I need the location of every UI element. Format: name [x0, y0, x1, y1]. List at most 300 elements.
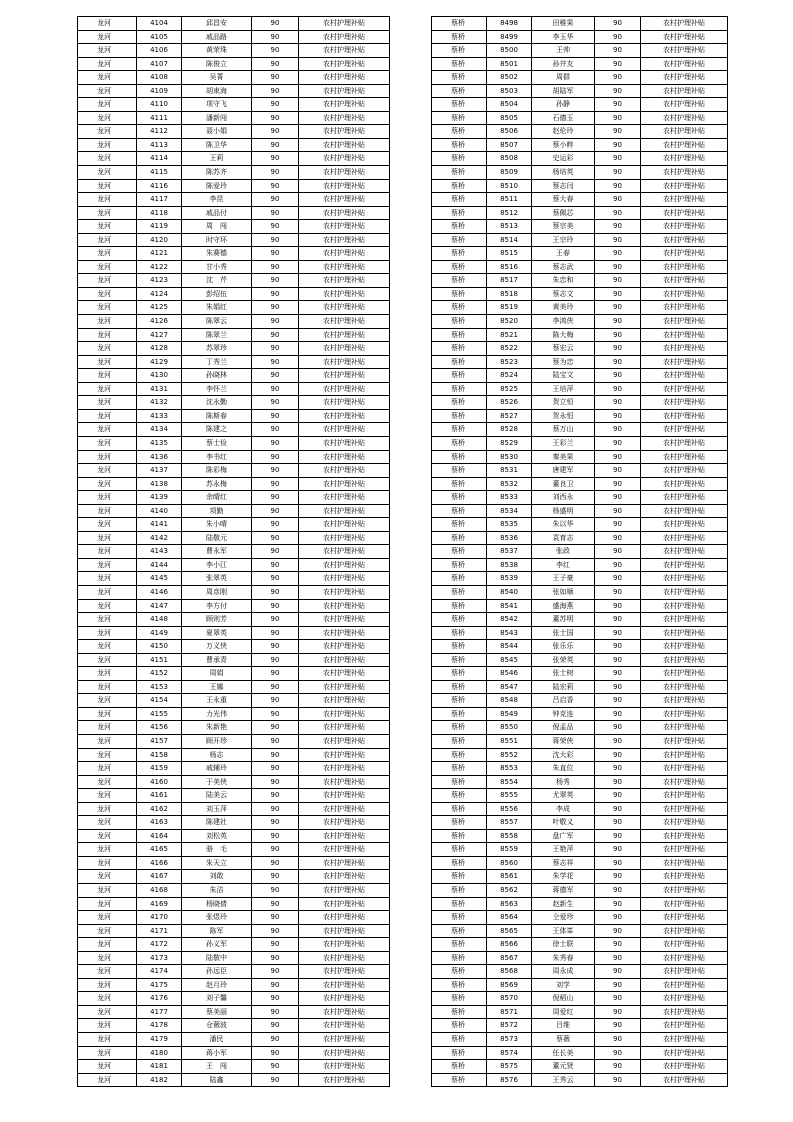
table-row	[432, 423, 728, 437]
serial-cell: 8518	[487, 287, 532, 301]
town-cell: 龙河	[78, 965, 137, 979]
amount-cell: 90	[595, 193, 641, 207]
type-cell: 农村护理补贴	[299, 1073, 390, 1087]
table-row	[432, 856, 728, 870]
serial-cell: 8541	[487, 599, 532, 613]
town-cell: 龙河	[78, 193, 137, 207]
amount-cell: 90	[595, 843, 641, 857]
town-cell: 蔡桥	[432, 938, 487, 952]
table-row	[432, 369, 728, 383]
town-cell: 龙河	[78, 220, 137, 234]
town-cell: 蔡桥	[432, 734, 487, 748]
serial-cell: 8524	[487, 369, 532, 383]
table-row	[432, 748, 728, 762]
table-row	[78, 531, 390, 545]
type-cell: 农村护理补贴	[641, 193, 728, 207]
amount-cell: 90	[595, 856, 641, 870]
name-cell: 彭绍伍	[182, 287, 252, 301]
amount-cell: 90	[252, 342, 299, 356]
amount-cell: 90	[252, 71, 299, 85]
amount-cell: 90	[252, 531, 299, 545]
town-cell: 蔡桥	[432, 17, 487, 31]
type-cell: 农村护理补贴	[641, 44, 728, 58]
name-cell: 蔡为忠	[532, 355, 595, 369]
serial-cell: 4159	[137, 762, 182, 776]
serial-cell: 8575	[487, 1060, 532, 1074]
town-cell: 蔡桥	[432, 57, 487, 71]
table-row	[432, 436, 728, 450]
serial-cell: 8521	[487, 328, 532, 342]
name-cell: 陈斯春	[182, 409, 252, 423]
name-cell: 李鸿侠	[532, 315, 595, 329]
type-cell: 农村护理补贴	[641, 355, 728, 369]
amount-cell: 90	[252, 1005, 299, 1019]
serial-cell: 4121	[137, 247, 182, 261]
town-cell: 蔡桥	[432, 98, 487, 112]
serial-cell: 4107	[137, 57, 182, 71]
name-cell: 陆敬中	[182, 951, 252, 965]
name-cell: 朱洁	[182, 884, 252, 898]
town-cell: 龙河	[78, 1073, 137, 1087]
amount-cell: 90	[595, 748, 641, 762]
name-cell: 李红	[532, 558, 595, 572]
town-cell: 龙河	[78, 531, 137, 545]
type-cell: 农村护理补贴	[299, 98, 390, 112]
amount-cell: 90	[595, 260, 641, 274]
town-cell: 蔡桥	[432, 138, 487, 152]
type-cell: 农村护理补贴	[299, 599, 390, 613]
serial-cell: 4114	[137, 152, 182, 166]
serial-cell: 4132	[137, 396, 182, 410]
table-row	[432, 342, 728, 356]
serial-cell: 4154	[137, 694, 182, 708]
serial-cell: 8564	[487, 911, 532, 925]
table-row	[78, 585, 390, 599]
type-cell: 农村护理补贴	[299, 545, 390, 559]
type-cell: 农村护理补贴	[641, 71, 728, 85]
amount-cell: 90	[595, 572, 641, 586]
name-cell: 潘民	[182, 1033, 252, 1047]
serial-cell: 4123	[137, 274, 182, 288]
amount-cell: 90	[595, 247, 641, 261]
type-cell: 农村护理补贴	[641, 951, 728, 965]
amount-cell: 90	[252, 924, 299, 938]
name-cell: 刘松英	[182, 829, 252, 843]
name-cell: 吕启香	[532, 694, 595, 708]
serial-cell: 8532	[487, 477, 532, 491]
serial-cell: 8499	[487, 30, 532, 44]
name-cell: 周 闯	[182, 220, 252, 234]
amount-cell: 90	[252, 653, 299, 667]
amount-cell: 90	[595, 287, 641, 301]
amount-cell: 90	[252, 775, 299, 789]
name-cell: 朱以华	[532, 518, 595, 532]
serial-cell: 4117	[137, 193, 182, 207]
name-cell: 仝爱珍	[532, 911, 595, 925]
serial-cell: 8525	[487, 382, 532, 396]
name-cell: 陆敬元	[182, 531, 252, 545]
serial-cell: 4170	[137, 911, 182, 925]
town-cell: 龙河	[78, 694, 137, 708]
table-row	[432, 450, 728, 464]
table-row	[432, 71, 728, 85]
town-cell: 蔡桥	[432, 1019, 487, 1033]
type-cell: 农村护理补贴	[299, 152, 390, 166]
serial-cell: 8523	[487, 355, 532, 369]
amount-cell: 90	[252, 179, 299, 193]
type-cell: 农村护理补贴	[641, 884, 728, 898]
town-cell: 龙河	[78, 491, 137, 505]
serial-cell: 8558	[487, 829, 532, 843]
type-cell: 农村护理补贴	[299, 328, 390, 342]
town-cell: 蔡桥	[432, 911, 487, 925]
name-cell: 唐建军	[532, 464, 595, 478]
table-row	[78, 423, 390, 437]
serial-cell: 8515	[487, 247, 532, 261]
town-cell: 龙河	[78, 911, 137, 925]
name-cell: 沈 芹	[182, 274, 252, 288]
table-row	[432, 152, 728, 166]
type-cell: 农村护理补贴	[641, 856, 728, 870]
table-row	[78, 57, 390, 71]
serial-cell: 4138	[137, 477, 182, 491]
table-row	[432, 572, 728, 586]
amount-cell: 90	[595, 734, 641, 748]
type-cell: 农村护理补贴	[641, 274, 728, 288]
serial-cell: 4144	[137, 558, 182, 572]
serial-cell: 8500	[487, 44, 532, 58]
town-cell: 龙河	[78, 843, 137, 857]
table-row	[78, 84, 390, 98]
type-cell: 农村护理补贴	[641, 423, 728, 437]
amount-cell: 90	[595, 57, 641, 71]
serial-cell: 8546	[487, 667, 532, 681]
serial-cell: 8517	[487, 274, 532, 288]
town-cell: 蔡桥	[432, 409, 487, 423]
type-cell: 农村护理补贴	[299, 287, 390, 301]
type-cell: 农村护理补贴	[641, 111, 728, 125]
table-row	[432, 1060, 728, 1074]
name-cell: 陆鑫	[182, 1073, 252, 1087]
serial-cell: 4139	[137, 491, 182, 505]
name-cell: 聂小娟	[182, 125, 252, 139]
name-cell: 赵伦玲	[532, 125, 595, 139]
amount-cell: 90	[595, 436, 641, 450]
serial-cell: 8512	[487, 206, 532, 220]
type-cell: 农村护理补贴	[299, 829, 390, 843]
amount-cell: 90	[595, 965, 641, 979]
type-cell: 农村护理补贴	[299, 1060, 390, 1074]
name-cell: 吴菁	[182, 71, 252, 85]
town-cell: 龙河	[78, 125, 137, 139]
town-cell: 龙河	[78, 98, 137, 112]
name-cell: 王子豪	[532, 572, 595, 586]
table-row	[432, 734, 728, 748]
name-cell: 曹永军	[182, 545, 252, 559]
table-row	[432, 775, 728, 789]
name-cell: 蔡志武	[532, 260, 595, 274]
table-row	[432, 680, 728, 694]
serial-cell: 8560	[487, 856, 532, 870]
town-cell: 蔡桥	[432, 328, 487, 342]
table-row	[78, 491, 390, 505]
name-cell: 朱直位	[532, 762, 595, 776]
amount-cell: 90	[252, 274, 299, 288]
type-cell: 农村护理补贴	[299, 938, 390, 952]
serial-cell: 4118	[137, 206, 182, 220]
table-row	[432, 328, 728, 342]
name-cell: 王永重	[182, 694, 252, 708]
type-cell: 农村护理补贴	[641, 30, 728, 44]
serial-cell: 4127	[137, 328, 182, 342]
town-cell: 龙河	[78, 30, 137, 44]
amount-cell: 90	[252, 978, 299, 992]
table-row	[432, 911, 728, 925]
amount-cell: 90	[252, 613, 299, 627]
type-cell: 农村护理补贴	[641, 924, 728, 938]
type-cell: 农村护理补贴	[641, 260, 728, 274]
town-cell: 龙河	[78, 667, 137, 681]
town-cell: 龙河	[78, 748, 137, 762]
town-cell: 龙河	[78, 450, 137, 464]
table-row	[78, 626, 390, 640]
serial-cell: 8501	[487, 57, 532, 71]
type-cell: 农村护理补贴	[641, 315, 728, 329]
name-cell: 贺立恒	[532, 396, 595, 410]
table-row	[78, 748, 390, 762]
serial-cell: 4168	[137, 884, 182, 898]
town-cell: 蔡桥	[432, 450, 487, 464]
type-cell: 农村护理补贴	[641, 762, 728, 776]
serial-cell: 4152	[137, 667, 182, 681]
name-cell: 刘西永	[532, 491, 595, 505]
town-cell: 蔡桥	[432, 152, 487, 166]
name-cell: 邱昌安	[182, 17, 252, 31]
type-cell: 农村护理补贴	[641, 748, 728, 762]
amount-cell: 90	[252, 247, 299, 261]
name-cell: 孙远臣	[182, 965, 252, 979]
name-cell: 张如顺	[532, 585, 595, 599]
serial-cell: 4149	[137, 626, 182, 640]
name-cell: 李书红	[182, 450, 252, 464]
town-cell: 龙河	[78, 409, 137, 423]
town-cell: 蔡桥	[432, 613, 487, 627]
town-cell: 蔡桥	[432, 233, 487, 247]
amount-cell: 90	[252, 667, 299, 681]
amount-cell: 90	[252, 572, 299, 586]
type-cell: 农村护理补贴	[641, 450, 728, 464]
type-cell: 农村护理补贴	[641, 125, 728, 139]
table-row	[432, 301, 728, 315]
amount-cell: 90	[252, 436, 299, 450]
amount-cell: 90	[252, 233, 299, 247]
type-cell: 农村护理补贴	[641, 829, 728, 843]
serial-cell: 4169	[137, 897, 182, 911]
serial-cell: 4162	[137, 802, 182, 816]
table-row	[78, 342, 390, 356]
table-row	[432, 206, 728, 220]
type-cell: 农村护理补贴	[299, 464, 390, 478]
serial-cell: 4178	[137, 1019, 182, 1033]
amount-cell: 90	[252, 166, 299, 180]
amount-cell: 90	[252, 897, 299, 911]
town-cell: 龙河	[78, 829, 137, 843]
serial-cell: 8551	[487, 734, 532, 748]
town-cell: 蔡桥	[432, 125, 487, 139]
name-cell: 张乐乐	[532, 640, 595, 654]
amount-cell: 90	[252, 694, 299, 708]
type-cell: 农村护理补贴	[299, 653, 390, 667]
town-cell: 蔡桥	[432, 978, 487, 992]
type-cell: 农村护理补贴	[641, 98, 728, 112]
serial-cell: 4119	[137, 220, 182, 234]
serial-cell: 8511	[487, 193, 532, 207]
name-cell: 蒋荣侠	[532, 734, 595, 748]
amount-cell: 90	[595, 342, 641, 356]
serial-cell: 8513	[487, 220, 532, 234]
type-cell: 农村护理补贴	[299, 734, 390, 748]
amount-cell: 90	[595, 355, 641, 369]
type-cell: 农村护理补贴	[641, 518, 728, 532]
name-cell: 陈翠云	[182, 315, 252, 329]
town-cell: 蔡桥	[432, 884, 487, 898]
amount-cell: 90	[252, 992, 299, 1006]
serial-cell: 8561	[487, 870, 532, 884]
amount-cell: 90	[252, 911, 299, 925]
amount-cell: 90	[252, 734, 299, 748]
serial-cell: 8547	[487, 680, 532, 694]
amount-cell: 90	[595, 978, 641, 992]
type-cell: 农村护理补贴	[299, 382, 390, 396]
table-row	[432, 220, 728, 234]
serial-cell: 4111	[137, 111, 182, 125]
serial-cell: 4165	[137, 843, 182, 857]
name-cell: 仓薇波	[182, 1019, 252, 1033]
table-row	[432, 138, 728, 152]
amount-cell: 90	[252, 301, 299, 315]
type-cell: 农村护理补贴	[641, 57, 728, 71]
name-cell: 蔡志闫	[532, 179, 595, 193]
town-cell: 蔡桥	[432, 504, 487, 518]
type-cell: 农村护理补贴	[299, 667, 390, 681]
name-cell: 杨志	[182, 748, 252, 762]
name-cell: 蔡美丽	[182, 1005, 252, 1019]
amount-cell: 90	[595, 30, 641, 44]
town-cell: 蔡桥	[432, 667, 487, 681]
town-cell: 蔡桥	[432, 71, 487, 85]
amount-cell: 90	[595, 789, 641, 803]
name-cell: 贺永恒	[532, 409, 595, 423]
serial-cell: 8556	[487, 802, 532, 816]
amount-cell: 90	[252, 57, 299, 71]
town-cell: 蔡桥	[432, 856, 487, 870]
table-row	[432, 1005, 728, 1019]
amount-cell: 90	[595, 680, 641, 694]
type-cell: 农村护理补贴	[299, 450, 390, 464]
table-row	[78, 477, 390, 491]
town-cell: 龙河	[78, 84, 137, 98]
serial-cell: 4156	[137, 721, 182, 735]
serial-cell: 4164	[137, 829, 182, 843]
name-cell: 朱天立	[182, 856, 252, 870]
town-cell: 蔡桥	[432, 680, 487, 694]
table-row	[78, 1046, 390, 1060]
type-cell: 农村护理补贴	[299, 44, 390, 58]
amount-cell: 90	[252, 125, 299, 139]
town-cell: 蔡桥	[432, 545, 487, 559]
town-cell: 龙河	[78, 1060, 137, 1074]
amount-cell: 90	[252, 884, 299, 898]
name-cell: 胡束海	[182, 84, 252, 98]
serial-cell: 4171	[137, 924, 182, 938]
name-cell: 田稚果	[532, 17, 595, 31]
serial-cell: 4106	[137, 44, 182, 58]
serial-cell: 4115	[137, 166, 182, 180]
town-cell: 龙河	[78, 301, 137, 315]
serial-cell: 4142	[137, 531, 182, 545]
town-cell: 蔡桥	[432, 775, 487, 789]
type-cell: 农村护理补贴	[299, 572, 390, 586]
type-cell: 农村护理补贴	[641, 369, 728, 383]
name-cell: 沈大彩	[532, 748, 595, 762]
name-cell: 王体峯	[532, 924, 595, 938]
town-cell: 蔡桥	[432, 599, 487, 613]
type-cell: 农村护理补贴	[641, 328, 728, 342]
amount-cell: 90	[252, 193, 299, 207]
table-row	[78, 870, 390, 884]
name-cell: 陈爱玲	[182, 179, 252, 193]
town-cell: 龙河	[78, 856, 137, 870]
amount-cell: 90	[252, 260, 299, 274]
town-cell: 龙河	[78, 640, 137, 654]
name-cell: 蔡大春	[532, 193, 595, 207]
amount-cell: 90	[595, 870, 641, 884]
serial-cell: 4147	[137, 599, 182, 613]
town-cell: 蔡桥	[432, 707, 487, 721]
serial-cell: 8555	[487, 789, 532, 803]
serial-cell: 4145	[137, 572, 182, 586]
name-cell: 蔡小粹	[532, 138, 595, 152]
name-cell: 孙井友	[532, 57, 595, 71]
name-cell: 张翠英	[182, 572, 252, 586]
table-row	[432, 762, 728, 776]
serial-cell: 4153	[137, 680, 182, 694]
serial-cell: 8557	[487, 816, 532, 830]
town-cell: 龙河	[78, 1046, 137, 1060]
roster-table-right-body	[432, 17, 728, 1087]
town-cell: 龙河	[78, 436, 137, 450]
name-cell: 陈建之	[182, 423, 252, 437]
type-cell: 农村护理补贴	[299, 978, 390, 992]
serial-cell: 4160	[137, 775, 182, 789]
amount-cell: 90	[595, 328, 641, 342]
serial-cell: 4177	[137, 1005, 182, 1019]
town-cell: 蔡桥	[432, 1033, 487, 1047]
name-cell: 蔡志祥	[532, 856, 595, 870]
town-cell: 龙河	[78, 978, 137, 992]
type-cell: 农村护理补贴	[299, 585, 390, 599]
serial-cell: 8553	[487, 762, 532, 776]
amount-cell: 90	[595, 802, 641, 816]
table-row	[78, 653, 390, 667]
town-cell: 龙河	[78, 951, 137, 965]
table-row	[432, 491, 728, 505]
type-cell: 农村护理补贴	[641, 301, 728, 315]
amount-cell: 90	[595, 1060, 641, 1074]
serial-cell: 4120	[137, 233, 182, 247]
name-cell: 戚品路	[182, 30, 252, 44]
name-cell: 刘子馨	[182, 992, 252, 1006]
